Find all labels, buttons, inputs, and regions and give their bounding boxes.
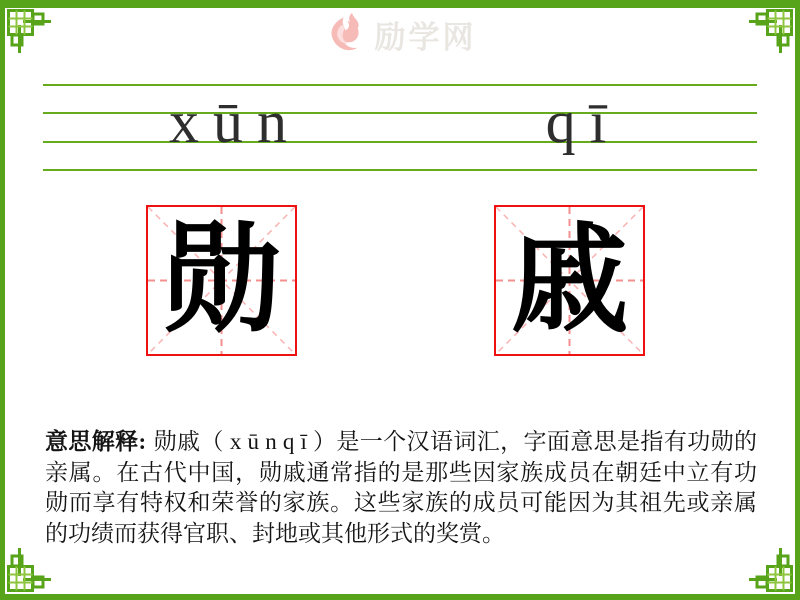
corner-ornament-icon — [749, 7, 795, 53]
corner-ornament-icon — [749, 548, 795, 594]
definition-label: 意思解释: — [45, 429, 147, 454]
site-name: 励学网 — [374, 19, 477, 55]
site-logo — [324, 11, 477, 57]
frame-border-left — [0, 0, 5, 600]
definition-text: 勋戚（ x ū n q ī ）是一个汉语词汇，字面意思是指有功勋的亲属。在古代中国，勋戚通常指的是那些因家族成员在朝廷中立有功勋而享有特权和荣誉的家族。这些家族的成员可能因为其祖先或亲属的功绩而获得官职、封地或其他形式的奖赏。 — [45, 429, 757, 546]
character-box-1 — [146, 205, 297, 356]
frame-border-right — [795, 0, 800, 600]
definition-paragraph — [45, 427, 757, 549]
hanzi-character-2: 戚 — [510, 216, 629, 347]
guide-line — [43, 141, 757, 143]
guide-line — [43, 112, 757, 114]
guide-line — [43, 84, 757, 86]
frame-border-top — [0, 0, 800, 8]
corner-ornament-icon — [5, 548, 51, 594]
character-box-2 — [494, 205, 645, 356]
frame-border-bottom — [0, 594, 800, 600]
guide-line — [43, 169, 757, 171]
hanzi-character-1: 勋 — [162, 216, 281, 347]
pinyin-word-1: xūn — [169, 89, 301, 155]
corner-ornament-icon — [5, 7, 51, 53]
pinyin-guide-lines — [43, 84, 757, 174]
pinyin-word-2: qī — [545, 89, 621, 155]
logo-flame-icon — [324, 11, 370, 57]
